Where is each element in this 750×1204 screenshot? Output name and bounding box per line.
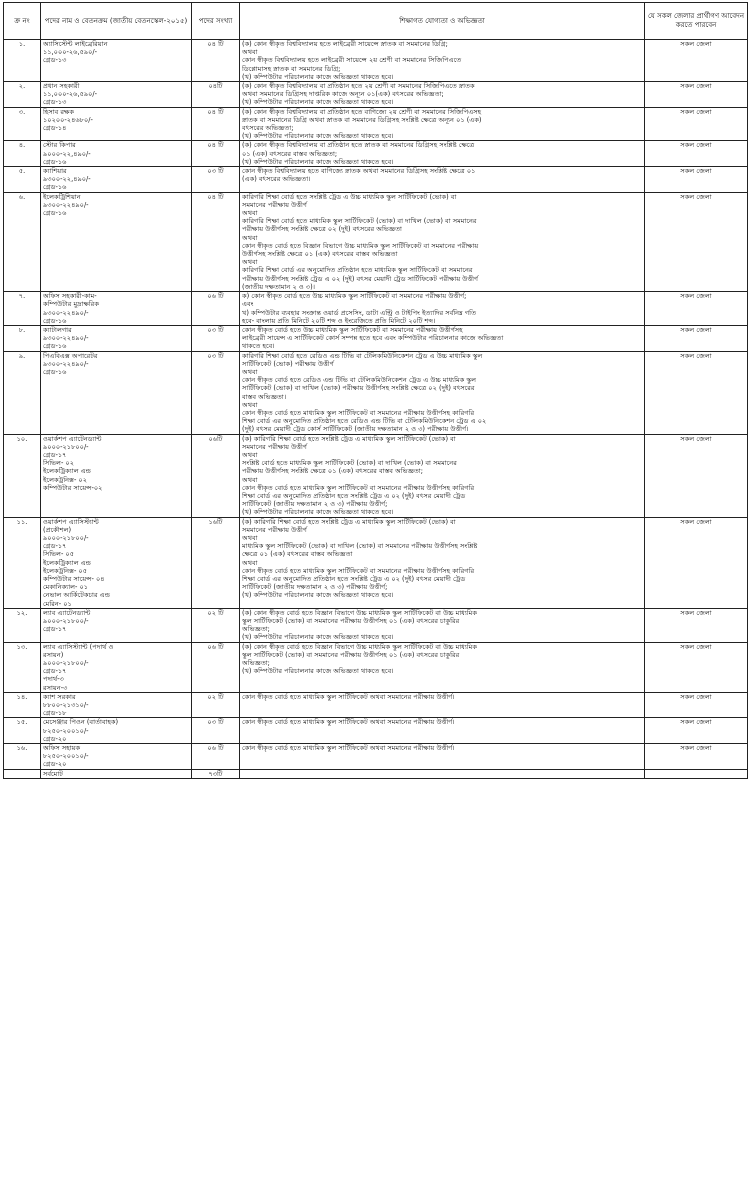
row-post-count: ০৩ টি: [192, 351, 240, 434]
qualification-line: (খ) কম্পিউটার পরিচালনার কাজে অভিজ্ঞতা থাকতে হবে।: [242, 633, 394, 642]
row-post-name: [41, 107, 192, 141]
post-line: গ্রেড-১৪: [43, 124, 67, 133]
header-qualification: শিক্ষাগত যোগ্যতা ও অভিজ্ঞতা: [240, 3, 645, 40]
post-line: কম্পিউটার মুদ্রাক্ষরিক: [43, 300, 99, 309]
job-posts-table: [3, 2, 748, 779]
post-line: অফিস সহকারী-কাম-: [43, 292, 97, 301]
table-row: [4, 434, 748, 517]
qualification-line: অথবা: [242, 209, 258, 218]
post-line: সিভিল- ০৫: [43, 550, 74, 559]
post-line: মেরিন- ০১: [43, 599, 72, 608]
qualification-line: ০১ (এক) বৎসরের বাস্তব অভিজ্ঞতা;: [242, 149, 338, 158]
row-post-name: [41, 517, 192, 608]
row-serial: ১৩.: [4, 642, 41, 692]
post-line: গ্রেড-১৬: [43, 209, 67, 218]
post-line: গ্রেড-১৬: [43, 183, 67, 192]
row-eligible-districts: সকল জেলা: [645, 351, 748, 434]
post-line: ৯০০০-২১৮০০/-: [43, 617, 89, 626]
row-post-name: [41, 325, 192, 351]
qualification-line: স্কুল সার্টিফিকেট (ভোক) বা সমমানের পরীক্ষায় উত্তীর্ণসহ ০১ (এক) বৎসরের চাকুরির: [242, 650, 460, 659]
post-line: মেকানিক্যাল- ০১: [43, 583, 89, 592]
qualification-line: কারিগরি শিক্ষা বোর্ড হতে সংশ্লিষ্ট ট্রেড এ উচ্চ মাধ্যমিক স্কুল সার্টিফিকেট (ভোক) বা: [242, 192, 457, 201]
row-eligible-districts: সকল জেলা: [645, 192, 748, 291]
post-line: সিভিল- ০২: [43, 459, 75, 468]
row-serial: ৪.: [4, 141, 41, 167]
post-line: ৮৮০০-২১৩১০/-: [43, 701, 89, 710]
post-line: ল্যাব এ্যাসিস্ট্যান্ট (পদার্থ ও: [43, 642, 114, 651]
row-post-count: ০৩ টি: [192, 325, 240, 351]
qualification-line: শিক্ষা বোর্ড এর অনুমোদিত প্রতিষ্ঠান হতে সংশ্লিষ্ট ট্রেড এ ০২ (দুই) বৎসর মেয়াদী ট্রেড: [242, 491, 466, 500]
row-qualification: [240, 434, 645, 517]
qualification-line: অথবা: [242, 533, 258, 542]
table-row: [4, 292, 748, 326]
row-eligible-districts: সকল জেলা: [645, 167, 748, 193]
row-post-count: ০৪ টি: [192, 192, 240, 291]
row-qualification: [240, 744, 645, 770]
qualification-line: (খ) কম্পিউটার পরিচালনার কাজে অভিজ্ঞতা থাকতে হবে।: [242, 591, 394, 600]
row-qualification: [240, 141, 645, 167]
qualification-line: কোন স্বীকৃত বোর্ড হতে মাধ্যমিক স্কুল সার্টিফিকেট বা সমমানের পরীক্ষায় উত্তীর্ণসহ কারিগরি: [242, 483, 475, 492]
row-post-count: ০৬ টি: [192, 292, 240, 326]
table-row: [4, 325, 748, 351]
qualification-line: অথবা: [242, 367, 258, 376]
post-line: ওয়ার্কশপ এ্যাসিস্ট্যান্ট: [43, 517, 99, 526]
row-serial: ৮.: [4, 325, 41, 351]
post-line: হিসাব রক্ষক: [43, 107, 74, 116]
qualification-line: কোন স্বীকৃত বোর্ড হতে উচ্চ মাধ্যমিক স্কুল সার্টিফিকেট বা সমমানের পরীক্ষায় উত্তীর্ণসহ: [242, 325, 463, 334]
post-line: অফিস সহায়ক: [43, 744, 81, 753]
post-line: ৯৩০০-২২৪৯০/-: [43, 359, 89, 368]
qualification-line: অথবা সমমানের ডিগ্রিসহ দাপ্তরিক কাজে অন্যূন ০১(এক) বৎসরের অভিজ্ঞতা;: [242, 90, 444, 99]
row-eligible-districts: সকল জেলা: [645, 692, 748, 718]
row-post-name: [41, 608, 192, 642]
post-line: ৮২৫০-২০০১০/-: [43, 752, 89, 761]
qualification-line: ক) কোন স্বীকৃত বোর্ড হতে উচ্চ মাধ্যমিক স্কুল সার্টিফিকেট বা সমমানের পরীক্ষায় উত্তীর্ণ;: [242, 292, 467, 301]
row-post-name: [41, 192, 192, 291]
qualification-line: হবে- বাংলায় প্রতি মিনিটে ২০টি শব্দ ও ইংরেজিতে প্রতি মিনিটে ২০টি শব্দ।: [242, 316, 436, 325]
row-post-name: [41, 744, 192, 770]
row-eligible-districts: সকল জেলা: [645, 82, 748, 108]
table-row: [4, 141, 748, 167]
row-serial: ৬.: [4, 192, 41, 291]
row-qualification: [240, 351, 645, 434]
circular-page: [3, 2, 747, 779]
row-eligible-districts: সকল জেলা: [645, 325, 748, 351]
row-qualification: [240, 40, 645, 82]
post-line: ক্যাটালগার: [43, 325, 72, 334]
post-line: ক্যাশিয়ার: [43, 167, 67, 176]
row-serial: ১৬.: [4, 744, 41, 770]
qualification-line: সমমানের পরীক্ষায় উত্তীর্ণ: [242, 442, 307, 451]
qualification-line: থাকতে হবে।: [242, 342, 275, 351]
post-line: গ্রেড-১৩: [43, 98, 67, 107]
qualification-line: ক্ষেত্রে ০১ (এক) বৎসরের বাস্তব অভিজ্ঞতা: [242, 550, 353, 559]
table-row: [4, 608, 748, 642]
qualification-line: সার্টিফিকেট (ভোক) বা দাখিল (ভোক) পরীক্ষায় উত্তীর্ণসহ সংশ্লিষ্ট ক্ষেত্রে ০২ (দুই) বৎসরের: [242, 384, 475, 393]
table-row: [4, 82, 748, 108]
row-eligible-districts: সকল জেলা: [645, 292, 748, 326]
qualification-line: (ক) কোন স্বীকৃত বিশ্ববিদ্যালয় বা প্রতিষ্ঠান হতে বাণিজ্যে ২য় শ্রেণী বা সমমানের সিজিপিএসহ: [242, 107, 482, 116]
post-line: ১১,০০০-২৬,৫৯০/-: [43, 48, 98, 57]
post-line: প্রধান সহকারী: [43, 82, 80, 91]
row-post-name: [41, 434, 192, 517]
post-line: কম্পিউটার সায়েন্স- ০৪: [43, 575, 105, 583]
row-post-name: [41, 141, 192, 167]
row-serial: ২.: [4, 82, 41, 108]
qualification-line: অথবা: [242, 258, 258, 267]
qualification-line: এবং: [242, 300, 254, 309]
qualification-line: খ) কম্পিউটার ব্যবহার সংক্রান্ত ওয়ার্ড প্রসেসিং, ডাটা এন্ট্রি ও টাইপিং ইত্যাদির সর্বনিম্ন গতি: [242, 308, 477, 317]
row-qualification: [240, 292, 645, 326]
row-qualification: [240, 325, 645, 351]
table-row: [4, 192, 748, 291]
post-line: (প্রকৌশল): [43, 525, 72, 534]
row-eligible-districts: সকল জেলা: [645, 434, 748, 517]
qualification-line: (ক) কারিগরি শিক্ষা বোর্ড হতে সংশ্লিষ্ট ট্রেড এ মাধ্যমিক স্কুল সার্টিফিকেট (ভোক) বা: [242, 434, 456, 443]
row-post-name: [41, 167, 192, 193]
qualification-line: শিক্ষা বোর্ড এর অনুমোদিত প্রতিষ্ঠান হতে সংশ্লিষ্ট ট্রেড এ ০২ (দুই) বৎসর মেয়াদী ট্রেড: [242, 575, 466, 583]
row-post-count: ০২ টি: [192, 608, 240, 642]
row-eligible-districts: সকল জেলা: [645, 40, 748, 82]
row-post-count: ০৪ টি: [192, 107, 240, 141]
row-post-name: [41, 40, 192, 82]
row-qualification: [240, 167, 645, 193]
qualification-line: অথবা: [242, 48, 258, 57]
post-line: ল্যাব এ্যাটেনড্যান্ট: [43, 608, 91, 617]
post-line: নেভাল আর্কিটেকচার এন্ড: [43, 591, 110, 600]
post-line: ৯০০০-২২,৪৯০/-: [43, 149, 91, 158]
table-row: [4, 167, 748, 193]
post-line: মেসেঞ্জার পিওন (বার্তাবাহক): [43, 718, 119, 727]
row-eligible-districts: সকল জেলা: [645, 141, 748, 167]
post-line: গ্রেড-১৭: [43, 667, 67, 676]
qualification-line: পরীক্ষায় উত্তীর্ণসহ সংশ্লিষ্ট ট্রেড এ ০২ (দুই) বৎসর মেয়াদী ট্রেড সার্টিফিকেট পরীক্ষায় উত্তীর্ণ: [242, 274, 479, 283]
qualification-line: পরীক্ষায় উত্তীর্ণসহ সংশ্লিষ্ট ক্ষেত্রে ০১ (এক) বৎসরের বাস্তব অভিজ্ঞতা;: [242, 467, 423, 476]
header-post-count: পদের সংখ্যা: [192, 3, 240, 40]
qualification-line: অথবা: [242, 450, 258, 459]
row-qualification: [240, 642, 645, 692]
row-post-count: ০৬ টি: [192, 744, 240, 770]
row-post-count: ০৩ টি: [192, 167, 240, 193]
qualification-line: কোন স্বীকৃত বোর্ড হতে মাধ্যমিক স্কুল সার্টিফিকেট বা সমমানের পরীক্ষায় উত্তীর্ণসহ কারিগরি: [242, 408, 475, 417]
qualification-line: (ক) কোন স্বীকৃত বোর্ড হতে বিজ্ঞান বিভাগে উচ্চ মাধ্যমিক স্কুল সার্টিফিকেট বা উচ্চ মাধ্যমিক: [242, 608, 477, 617]
total-count: ৭৩টি: [192, 769, 240, 778]
qualification-line: অভিজ্ঞতা;: [242, 625, 270, 634]
qualification-line: কারিগরি শিক্ষা বোর্ড এর অনুমোদিত প্রতিষ্ঠান হতে মাধ্যমিক স্কুল সার্টিফিকেট বা সমমানের: [242, 266, 473, 275]
row-serial: ১২.: [4, 608, 41, 642]
post-line: গ্রেড-১৮: [43, 709, 67, 718]
qualification-line: (ক) কারিগরি শিক্ষা বোর্ড হতে সংশ্লিষ্ট ট্রেড এ মাধ্যমিক স্কুল সার্টিফিকেট (ভোক) বা: [242, 517, 456, 526]
post-line: ৯০০০-২১৮০০/-: [43, 533, 89, 542]
post-line: গ্রেড-১৬: [43, 342, 67, 351]
qualification-line: কোন স্বীকৃত বোর্ড হতে বিজ্ঞান বিভাগে উচ্চ মাধ্যমিক স্কুল সার্টিফিকেট বা সমমানের পরীক্ষায়: [242, 241, 479, 250]
post-line: ওয়ার্কশপ এ্যাটেনড্যান্ট: [43, 434, 102, 443]
row-post-name: [41, 642, 192, 692]
row-eligible-districts: সকল জেলা: [645, 744, 748, 770]
qualification-line: সমমানের পরীক্ষায় উত্তীর্ণ: [242, 525, 307, 534]
row-post-count: ০৩ টি: [192, 718, 240, 744]
row-post-count: ০৪টি: [192, 82, 240, 108]
qualification-line: সংশ্লিষ্ট বোর্ড হতে মাধ্যমিক স্কুল সার্টিফিকেট (ভোক) বা দাখিল (ভোক) বা সমমানের: [242, 459, 457, 468]
row-serial: ১.: [4, 40, 41, 82]
post-line: ইলেকট্রিক্যাল এন্ড: [43, 467, 91, 476]
row-post-count: ০৬টি: [192, 434, 240, 517]
header-serial: ক্র নং: [4, 3, 41, 40]
row-qualification: [240, 608, 645, 642]
qualification-line: (খ) কম্পিউটার পরিচালনার কাজে অভিজ্ঞতা থাকতে হবে।: [242, 98, 394, 107]
row-qualification: [240, 517, 645, 608]
row-qualification: [240, 82, 645, 108]
post-line: পিএবিএক্স অপারেটর: [43, 351, 98, 360]
row-post-name: [41, 351, 192, 434]
qualification-line: কোন স্বীকৃত বোর্ড হতে রেডিও এন্ড টিভি বা টেলিকমিউনিকেশন ট্রেড এ উচ্চ মাধ্যমিক স্কুল: [242, 376, 476, 385]
row-eligible-districts: সকল জেলা: [645, 642, 748, 692]
row-serial: ১১.: [4, 517, 41, 608]
post-line: ৯৩০০-২২,৪৯০/-: [43, 175, 91, 184]
post-line: গ্রেড-১৭: [43, 625, 67, 634]
post-line: ইলেকট্রিক্যাল এন্ড: [43, 558, 91, 567]
row-post-name: [41, 82, 192, 108]
post-line: ইলেকট্রনিক্স- ০৫: [43, 566, 87, 575]
qualification-line: কোন স্বীকৃত বোর্ড হতে মাধ্যমিক স্কুল সার্টিফিকেট অথবা সমমানের পরীক্ষায় উত্তীর্ণ।: [242, 718, 455, 727]
post-line: ৮২৫০-২০০১০/-: [43, 726, 89, 735]
qualification-line: কারিগরি শিক্ষা বোর্ড হতে রেডিও এন্ড টিভি বা টেলিকমিউনিকেশন ট্রেড এ উচ্চ মাধ্যমিক স্কুল: [242, 351, 483, 360]
qualification-line: কোন স্বীকৃত বিশ্ববিদ্যালয় হতে লাইব্রেরী সায়েন্সে ২য় শ্রেণী বা সমমানের সিজিপিএতে: [242, 56, 462, 65]
qualification-line: (খ) কম্পিউটার পরিচালনার কাজে অভিজ্ঞতা থাকতে হবে।: [242, 132, 394, 141]
post-line: পদার্থ-৩: [43, 675, 64, 684]
row-post-count: ১৬টি: [192, 517, 240, 608]
post-line: ৯৩০০-২২৪৯০/-: [43, 200, 89, 209]
qualification-line: বৎসরের অভিজ্ঞতা;: [242, 124, 294, 133]
table-row: [4, 642, 748, 692]
row-serial: ৩.: [4, 107, 41, 141]
post-line: গ্রেড-১৩: [43, 56, 67, 65]
qualification-line: উত্তীর্ণসহ সংশ্লিষ্ট ক্ষেত্রে ০১ (এক) বৎসরের বাস্তব অভিজ্ঞতা: [242, 250, 398, 259]
qualification-line: সার্টিফিকেট (ভোক) পরীক্ষায় উত্তীর্ণ: [242, 359, 334, 368]
qualification-line: (খ) কম্পিউটার পরিচালনার কাজে অভিজ্ঞতা থাকতে হবে।: [242, 667, 394, 676]
row-post-count: ০২ টি: [192, 692, 240, 718]
qualification-line: সার্টিফিকেট (জাতীয় দক্ষতামান ২ ও ৩) পরীক্ষায় উত্তীর্ণ;: [242, 583, 388, 592]
qualification-line: ডিপ্লোমাসহ স্নাতক বা সমমানের ডিগ্রি;: [242, 64, 341, 73]
qualification-line: (এক) বৎসরের অভিজ্ঞতা।: [242, 175, 311, 184]
qualification-line: স্নাতক বা সমমানের ডিগ্রি অথবা স্নাতক বা সমমানের ডিগ্রিসহ সংশ্লিষ্ট ক্ষেত্রে অন্যূন ০১ (এক): [242, 115, 482, 124]
post-line: ৯৩০০-২২৪৯০/-: [43, 308, 89, 317]
qualification-line: পরীক্ষায় উত্তীর্ণসহ সংশ্লিষ্ট ক্ষেত্রে ০২ (দুই) বৎসরের অভিজ্ঞতা: [242, 225, 402, 234]
post-line: ৯০০০-২১৮০০/-: [43, 659, 89, 668]
row-serial: ১৫.: [4, 718, 41, 744]
post-line: গ্রেড-১৭: [43, 450, 67, 459]
post-line: কম্পিউটার সায়েন্স-০২: [43, 483, 103, 492]
qualification-line: লাইব্রেরী সায়েন্স এ সার্টিফিকেট কোর্স সম্পন্ন হতে হবে এবং কম্পিউটার পরিচালনার কাজে অভিজ্ঞতা: [242, 334, 504, 343]
row-qualification: [240, 192, 645, 291]
post-line: গ্রেড-১৬: [43, 316, 67, 325]
qualification-line: অথবা: [242, 400, 258, 409]
row-serial: ৫.: [4, 167, 41, 193]
row-serial: ১০.: [4, 434, 41, 517]
table-row: [4, 107, 748, 141]
post-line: ইলেকট্রিশিয়ান: [43, 192, 81, 201]
total-row: [4, 769, 748, 778]
qualification-line: (খ) কম্পিউটার পরিচালনার কাজে অভিজ্ঞতা থাকতে হবে।: [242, 508, 394, 517]
row-post-name: [41, 692, 192, 718]
post-line: রসায়ন): [43, 650, 64, 659]
post-line: ১১,০০০-২৬,৫৯০/-: [43, 90, 98, 99]
table-row: [4, 351, 748, 434]
post-line: গ্রেড-১৬: [43, 367, 67, 376]
table-row: [4, 517, 748, 608]
row-eligible-districts: সকল জেলা: [645, 718, 748, 744]
post-line: গ্রেড-১৭: [43, 542, 67, 551]
qualification-line: অথবা: [242, 558, 258, 567]
post-line: গ্রেড-২০: [43, 734, 67, 743]
post-line: অ্যাসিস্টেন্ট লাইব্রেরিয়ান: [43, 40, 108, 48]
row-qualification: [240, 107, 645, 141]
qualification-line: (খ) কম্পিউটার পরিচালনার কাজে অভিজ্ঞতা থাকতে হবে।: [242, 72, 394, 81]
row-post-count: ০৬ টি: [192, 642, 240, 692]
row-post-count: ০৪ টি: [192, 141, 240, 167]
qualification-line: শিক্ষা বোর্ড এর অনুমোদিত প্রতিষ্ঠান হতে রেডিও এন্ড টিভি বা টেলিকমিউনিকেশন ট্রেড এ ০২: [242, 417, 487, 426]
post-line: ইলেকট্রনিক্স- ০২: [43, 475, 88, 484]
row-eligible-districts: সকল জেলা: [645, 517, 748, 608]
row-serial: ৭.: [4, 292, 41, 326]
qualification-line: (ক) কোন স্বীকৃত বোর্ড হতে বিজ্ঞান বিভাগে উচ্চ মাধ্যমিক স্কুল সার্টিফিকেট বা উচ্চ মাধ্যমিক: [242, 642, 477, 651]
post-line: ১০২০০-২৪৬৮০/-: [43, 115, 93, 124]
table-row: [4, 718, 748, 744]
post-line: ৯৩০০-২২৪৯০/-: [43, 334, 89, 343]
qualification-line: সমমানের পরীক্ষায় উত্তীর্ণ: [242, 200, 307, 209]
row-serial: ৯.: [4, 351, 41, 434]
qualification-line: (দুই) বৎসর মেয়াদী ট্রেড কোর্স সার্টিফিকেট (জাতীয় দক্ষতামান ২ ও ৩) পরীক্ষায় উত্তীর্ণ।: [242, 425, 469, 434]
row-post-count: ০৪ টি: [192, 40, 240, 82]
total-label: সর্বমোট: [41, 769, 192, 778]
row-eligible-districts: সকল জেলা: [645, 608, 748, 642]
qualification-line: মাধ্যমিক স্কুল সার্টিফিকেট (ভোক) বা দাখিল (ভোক) বা সমমানের পরীক্ষায় উত্তীর্ণসহ সংশ্লিষ্ট: [242, 542, 478, 551]
post-line: গ্রেড-১৬: [43, 157, 67, 166]
post-line: রসায়ন-৩: [43, 683, 68, 692]
qualification-line: সার্টিফিকেট (জাতীয় দক্ষতামান ২ ও ৩) পরীক্ষায় উত্তীর্ণ;: [242, 500, 388, 509]
row-qualification: [240, 718, 645, 744]
qualification-line: কোন স্বীকৃত বোর্ড হতে মাধ্যমিক স্কুল সার্টিফিকেট বা সমমানের পরীক্ষায় উত্তীর্ণসহ কারিগরি: [242, 566, 475, 575]
table-body: [4, 40, 748, 770]
qualification-line: (খ) কম্পিউটার পরিচালনার কাজে অভিজ্ঞতা থাকতে হবে।: [242, 157, 394, 166]
table-row: [4, 40, 748, 82]
post-line: স্টোর কিপার: [43, 141, 76, 150]
row-eligible-districts: সকল জেলা: [645, 107, 748, 141]
post-line: ৯০০০-২১৮০০/-: [43, 442, 89, 451]
header-eligible-districts: যে সকল জেলার প্রার্থীগণ আবেদন করতে পারবেন: [645, 3, 748, 40]
qualification-line: (জাতীয় দক্ষতামান ২ ও ৩)।: [242, 282, 316, 291]
qualification-line: (ক) কোন স্বীকৃত বিশ্ববিদ্যালয় বা প্রতিষ্ঠান হতে ২য় শ্রেণী বা সমমানের সিজিপিএতে স্নাতক: [242, 82, 475, 91]
qualification-line: স্কুল সার্টিফিকেট (ভোক) বা সমমানের পরীক্ষায় উত্তীর্ণসহ ০১ (এক) বৎসরের চাকুরির: [242, 617, 460, 626]
qualification-line: কোন স্বীকৃত বোর্ড হতে মাধ্যমিক স্কুল সার্টিফিকেট অথবা সমমানের পরীক্ষায় উত্তীর্ণ।: [242, 744, 455, 753]
table-row: [4, 692, 748, 718]
row-qualification: [240, 692, 645, 718]
table-row: [4, 744, 748, 770]
qualification-line: বাস্তব অভিজ্ঞতা।: [242, 392, 287, 401]
qualification-line: (ক) কোন স্বীকৃত বিশ্ববিদ্যালয় বা প্রতিষ্ঠান হতে স্নাতক বা সমমানের ডিগ্রিসহ সংশ্লিষ্ট ক্ষেত্রে: [242, 141, 475, 150]
header-post-name: পদের নাম ও বেতনক্রম (জাতীয় বেতনস্কেল-২০১৫): [41, 3, 192, 40]
qualification-line: কারিগরি শিক্ষা বোর্ড হতে মাধ্যমিক স্কুল সার্টিফিকেট (ভোক) বা দাখিল (ভোক) বা সমমানের: [242, 217, 477, 226]
post-line: গ্রেড-২০: [43, 760, 67, 769]
qualification-line: অভিজ্ঞতা;: [242, 659, 270, 668]
qualification-line: (ক) কোন স্বীকৃত বিশ্ববিদ্যালয় হতে লাইব্রেরী সায়েন্সে স্নাতক বা সমমানের ডিগ্রি;: [242, 40, 448, 48]
post-line: ক্যাশ সরকার: [43, 692, 76, 701]
table-header-row: [4, 3, 748, 40]
qualification-line: কোন স্বীকৃত বিশ্ববিদ্যালয় হতে বাণিজ্যে স্নাতক অথবা সমমানের ডিগ্রিসহ সংশ্লিষ্ট ক্ষেত্রে ০১: [242, 167, 476, 176]
row-post-name: [41, 718, 192, 744]
qualification-line: কোন স্বীকৃত বোর্ড হতে মাধ্যমিক স্কুল সার্টিফিকেট অথবা সমমানের পরীক্ষায় উত্তীর্ণ।: [242, 692, 455, 701]
row-serial: ১৪.: [4, 692, 41, 718]
qualification-line: অথবা: [242, 233, 258, 242]
qualification-line: অথবা: [242, 475, 258, 484]
row-post-name: [41, 292, 192, 326]
